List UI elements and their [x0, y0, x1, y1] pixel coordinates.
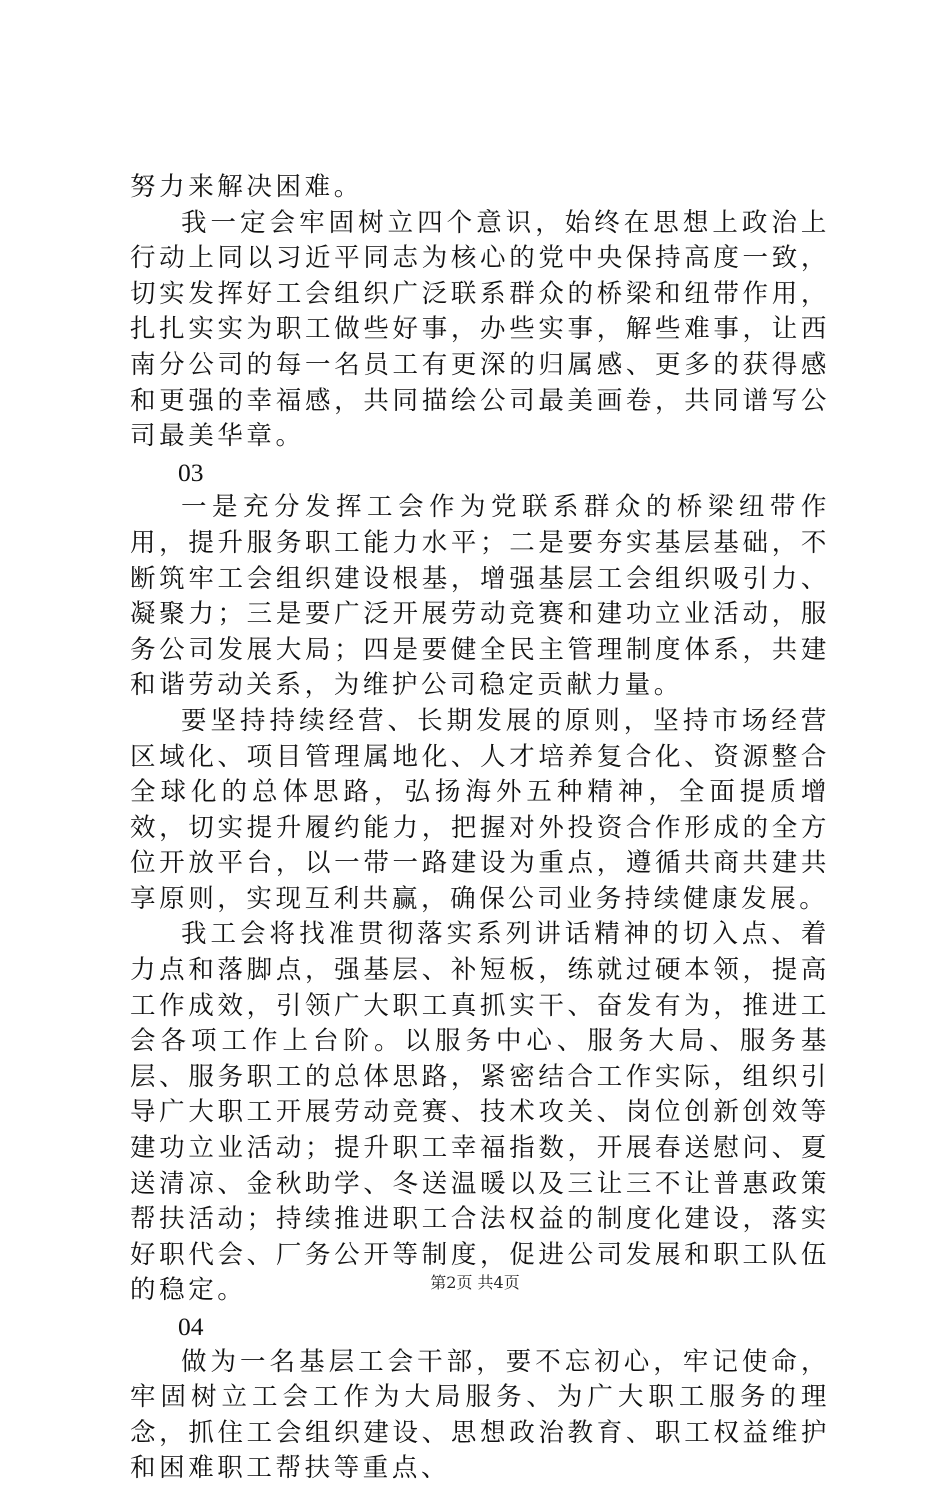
section-number: 04 [178, 1312, 204, 1341]
paragraph: 我一定会牢固树立四个意识，始终在思想上政治上行动上同以习近平同志为核心的党中央保持高度一致，切实发挥好工会组织广泛联系群众的桥梁和纽带作用，扎扎实实为职工做些好事，办些实事，解些难事，让西南分公司的每一名员工有更深的归属感、更多的获得感和更强的幸福感，共同描绘公司最美画卷，共同谱写公司最美华章。 [130, 207, 830, 452]
paragraph: 要坚持持续经营、长期发展的原则，坚持市场经营区域化、项目管理属地化、人才培养复合化、资源整合全球化的总体思路，弘扬海外五种精神，全面提质增效，切实提升履约能力，把握对外投资合作形成的全方位开放平台，以一带一路建设为重点，遵循共商共建共享原则，实现互利共赢，确保公司业务持续健康发展。 [130, 705, 830, 914]
paragraph: 我工会将找准贯彻落实系列讲话精神的切入点、着力点和落脚点，强基层、补短板，练就过硬本领，提高工作成效，引领广大职工真抓实干、奋发有为，推进工会各项工作上台阶。以服务中心、服务大局、服务基层、服务职工的总体思路，紧密结合工作实际，组织引导广大职工开展劳动竞赛、技术攻关、岗位创新创效等建功立业活动；提升职工幸福指数，开展春送慰问、夏送清凉、金秋助学、冬送温暖以及三让三不让普惠政策帮扶活动；持续推进职工合法权益的制度化建设，落实好职代会、厂务公开等制度，促进公司发展和职工队伍的稳定。 [130, 919, 830, 1306]
paragraph-continuation: 努力来解决困难。 [130, 172, 363, 202]
paragraph: 一是充分发挥工会作为党联系群众的桥梁纽带作用，提升服务职工能力水平；二是要夯实基层基础，不断筑牢工会组织建设根基，增强基层工会组织吸引力、凝聚力；三是要广泛开展劳动竞赛和建功立业活动，服务公司发展大局；四是要健全民主管理制度体系，共建和谐劳动关系，为维护公司稳定贡献力量。 [130, 492, 830, 701]
section-number: 03 [178, 457, 204, 487]
paragraph: 做为一名基层工会干部，要不忘初心，牢记使命，牢固树立工会工作为大局服务、为广大职工服务的理念，抓住工会组织建设、思想政治教育、职工权益维护和困难职工帮扶等重点、 [130, 1346, 830, 1484]
page-footer: 第2页 共4页 [430, 1273, 520, 1292]
